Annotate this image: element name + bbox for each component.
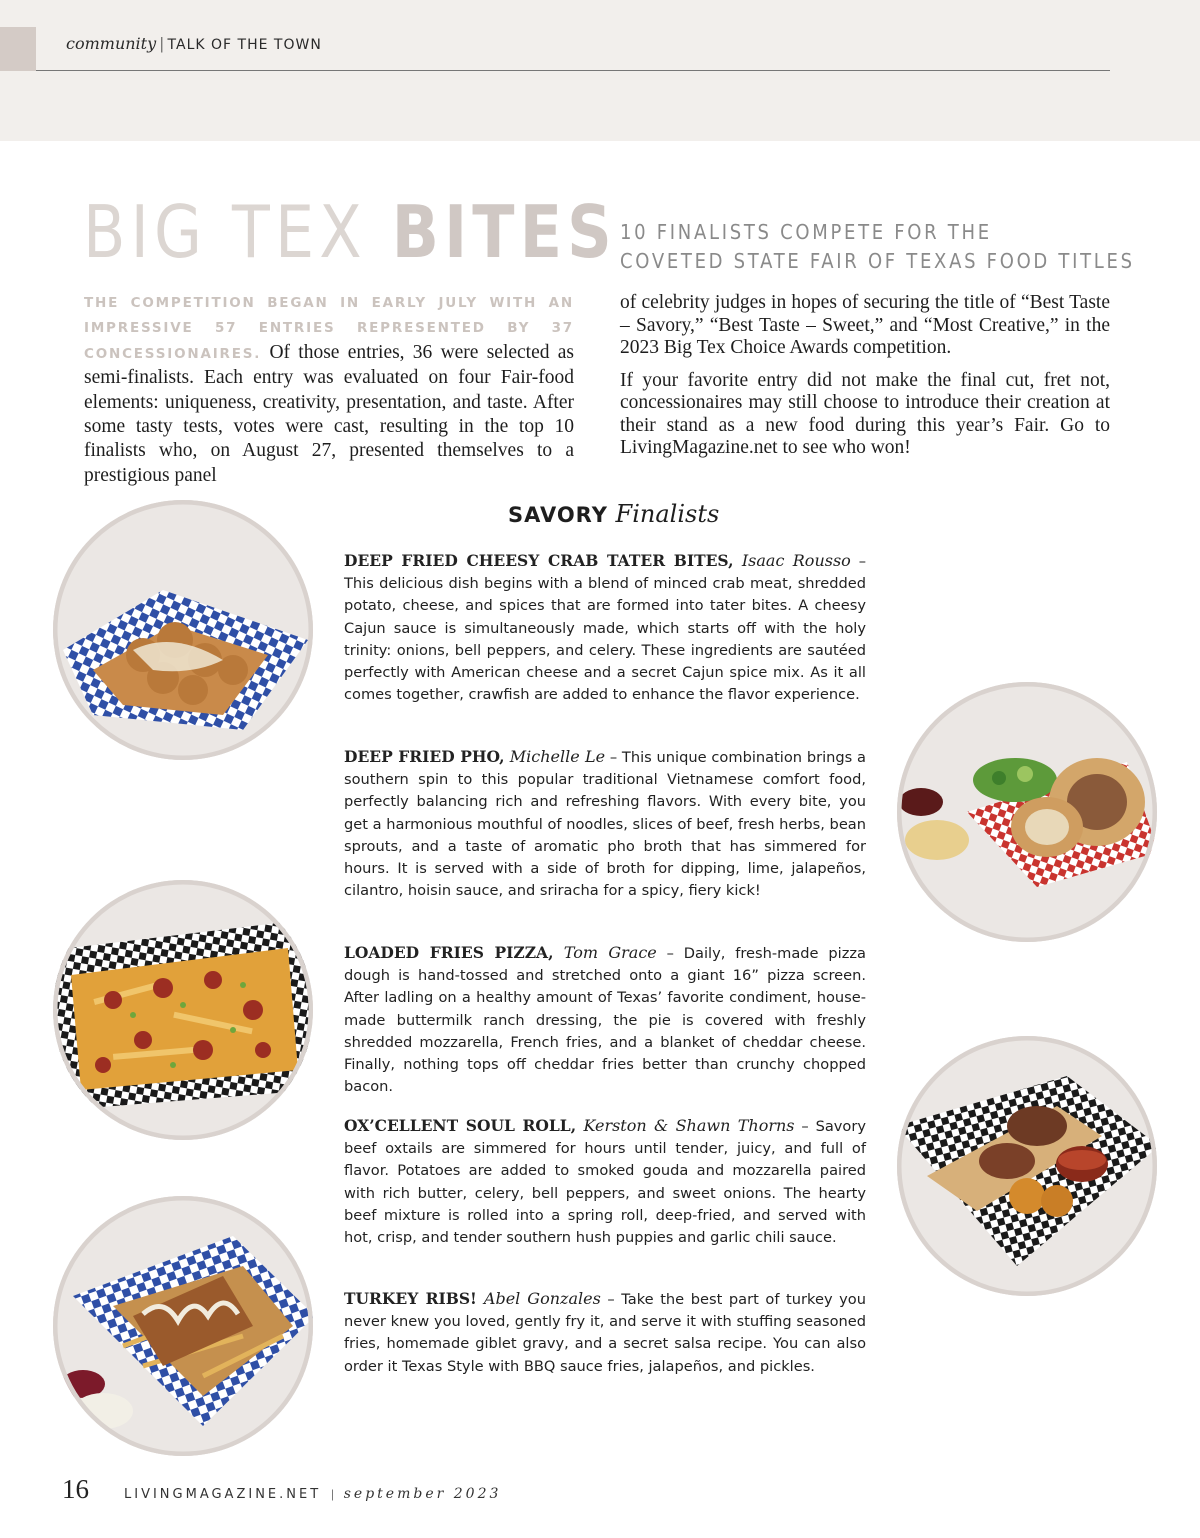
entry-description: – Take the best part of turkey you never knew you loved, gently fry it, and serve it with stuffing seasoned fries, homemade giblet gravy, and a secret salsa recipe. You can also order it Texas Style with BBQ sauce fries, jalapeños, and pickles. bbox=[344, 1291, 866, 1375]
header-rule bbox=[36, 70, 1110, 71]
section-tab-marker bbox=[0, 27, 36, 71]
entry-name: DEEP FRIED CHEESY CRAB TATER BITES, bbox=[344, 551, 734, 570]
column2-paragraph-2: If your favorite entry did not make the final cut, fret not, concessionaires may still choose to introduce their creation at their stand as a new food during this year’s Fair. Go to LivingMagazine.net to see who won! bbox=[620, 369, 1110, 458]
footer-date: september 2023 bbox=[343, 1486, 502, 1502]
entry-description: – Daily, fresh-made pizza dough is hand-tossed and stretched onto a giant 16” pizza screen. After ladling on a healthy amount of Texas’ favorite condiment, house-made buttermilk ranch dressing, the pie is covered with freshly shredded mozzarella, French fries, and a blanket of cheddar cheese. Finally, nothing tops off cheddar fries better than crunchy chopped bacon. bbox=[344, 945, 866, 1096]
article-title bbox=[83, 190, 617, 274]
page-number: 16 bbox=[62, 1474, 89, 1504]
entry-name: DEEP FRIED PHO, bbox=[344, 747, 505, 766]
title-bold: BITES bbox=[391, 190, 617, 274]
intro-body: Of those entries, 36 were selected as semi-finalists. Each entry was evaluated on four Fair-food elements: uniqueness, creativity, presentation, and taste. After some tasty tests, votes were cast, resulting in the top 10 finalists who, on August 27, presented themselves to a prestigious panel bbox=[84, 341, 574, 486]
crab-tater-bites-photo bbox=[53, 500, 313, 760]
finalists-heading-italic: Finalists bbox=[607, 500, 720, 528]
entry-author: Kerston & Shawn Thorns bbox=[576, 1116, 795, 1135]
turkey-ribs-photo bbox=[53, 1196, 313, 1456]
entry-description: – Savory beef oxtails are simmered for hours until tender, juicy, and full of flavor. Potatoes are added to smoked gouda and mozzarella paired with rich butter, celery, bell peppers, and sweet onions. The hearty beef mixture is rolled into a spring roll, deep-fried, and served with hot, crisp, and tender southern hush puppies and garlic chili sauce. bbox=[344, 1118, 866, 1247]
intro-column-2 bbox=[620, 292, 1110, 470]
entry-author: Isaac Rousso bbox=[733, 551, 851, 570]
finalists-heading bbox=[508, 499, 719, 529]
intro-paragraph bbox=[84, 290, 574, 488]
subsection-name: TALK OF THE TOWN bbox=[167, 37, 322, 53]
finalist-entry-oxcellent-soul-roll bbox=[344, 1115, 866, 1249]
section-label bbox=[66, 34, 322, 54]
finalist-entry-crab-tater-bites bbox=[344, 550, 866, 706]
entry-author: Abel Gonzales bbox=[476, 1289, 601, 1308]
entry-description: – This delicious dish begins with a blend of minced crab meat, shredded potato, cheese, and spices that are formed into tater bites. A cheesy Cajun sauce is simultaneously made, which starts off with the holy trinity: onions, bell peppers, and celery. These ingredients are sautéed perfectly with American cheese and a secret Cajun spice mix. As it all comes together, crawfish are added to enhance the flavor experience. bbox=[344, 553, 866, 704]
loaded-fries-pizza-photo bbox=[53, 880, 313, 1140]
entry-author: Tom Grace bbox=[553, 943, 657, 962]
deep-fried-pho-photo bbox=[897, 682, 1157, 942]
finalist-entry-deep-fried-pho bbox=[344, 746, 866, 902]
section-name: community bbox=[66, 34, 157, 53]
entry-author: Michelle Le bbox=[504, 747, 606, 766]
section-separator: | bbox=[160, 34, 164, 53]
column2-paragraph-1: of celebrity judges in hopes of securing the title of “Best Taste – Savory,” “Best Taste – Sweet,” and “Most Creative,” in the 2023 Big Tex Choice Awards competition. bbox=[620, 292, 1110, 358]
finalists-heading-bold: SAVORY bbox=[508, 503, 608, 527]
entry-name: LOADED FRIES PIZZA, bbox=[344, 943, 554, 962]
page-footer bbox=[124, 1486, 501, 1502]
footer-separator: | bbox=[331, 1486, 334, 1501]
finalist-entry-turkey-ribs bbox=[344, 1288, 866, 1378]
article-subtitle bbox=[620, 218, 1135, 276]
entry-name: OX’CELLENT SOUL ROLL, bbox=[344, 1116, 577, 1135]
entry-description: – This unique combination brings a southern spin to this popular traditional Vietnamese comfort food, perfectly balancing rich and refreshing flavors. With every bite, you get a harmonious mouthful of noodles, slices of beef, fresh herbs, bean sprouts, and a taste of aromatic pho broth that has simmered for hours. It is served with a side of broth for dipping, lime, jalapeños, cilantro, hoisin sauce, and sriracha for a spicy, fiery kick! bbox=[344, 749, 867, 900]
soul-roll-photo bbox=[897, 1036, 1157, 1296]
footer-site: LIVINGMAGAZINE.NET bbox=[124, 1487, 322, 1502]
entry-name: TURKEY RIBS! bbox=[344, 1289, 477, 1308]
subtitle-line-1: 10 FINALISTS COMPETE FOR THE bbox=[620, 220, 992, 244]
intro-lead: THE COMPETITION BEGAN IN EARLY JULY WITH AN IMPRESSIVE 57 ENTRIES REPRESENTED BY 37 CONCESSIONAIRES. bbox=[84, 295, 574, 362]
subtitle-line-2: COVETED STATE FAIR OF TEXAS FOOD TITLES bbox=[620, 249, 1135, 273]
title-light: BIG TEX bbox=[83, 190, 392, 274]
finalist-entry-loaded-fries-pizza bbox=[344, 942, 866, 1098]
